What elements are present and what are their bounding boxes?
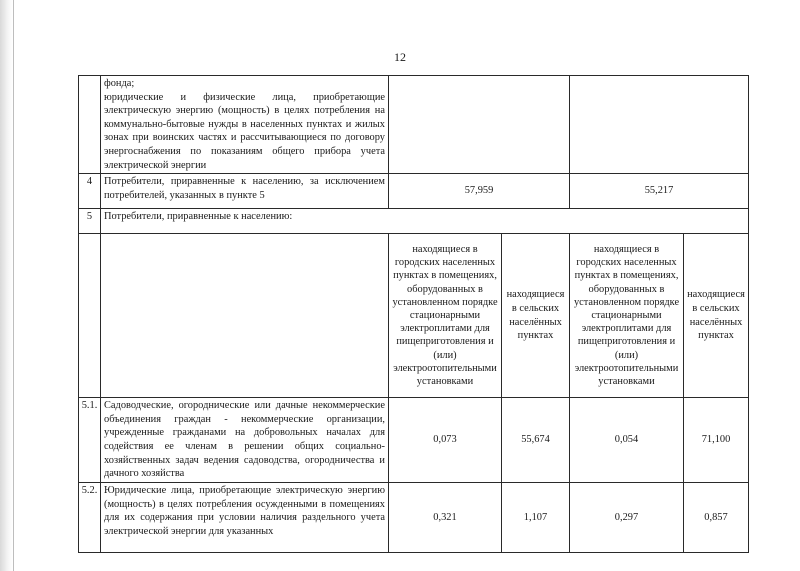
column-header-urban: находящиеся в городских населенных пунктах в помещениях, оборудованных в установленном порядке стационарными электроплитами для пищеприготовления и (или) электроотопительными установками xyxy=(389,234,502,398)
row-number-cell xyxy=(79,76,101,174)
tariff-value: 55,674 xyxy=(502,398,570,483)
row-description-cell xyxy=(101,76,389,174)
row-description-cell xyxy=(101,234,389,398)
scan-page-edge xyxy=(0,0,14,571)
tariff-value: 0,054 xyxy=(570,398,684,483)
row-number-cell xyxy=(79,234,101,398)
tariff-value: 0,297 xyxy=(570,483,684,553)
tariff-table xyxy=(78,75,749,553)
tariff-value: 1,107 xyxy=(502,483,570,553)
row-number: 4 xyxy=(79,174,101,209)
row-number: 5 xyxy=(79,209,101,234)
row-number: 5.1. xyxy=(79,398,101,483)
tariff-value: 0,073 xyxy=(389,398,502,483)
row-description: Потребители, приравненные к населению, за исключением потребителей, указанных в пункте 5 xyxy=(101,174,389,209)
table-row-5-1 xyxy=(79,398,749,483)
page-number: 12 xyxy=(394,50,406,64)
table-row-4 xyxy=(79,174,749,209)
column-header-urban: находящиеся в городских населенных пунктах в помещениях, оборудованных в установленном порядке стационарными электроплитами для пищеприготовления и (или) электроотопительными установками xyxy=(570,234,684,398)
tariff-value: 0,857 xyxy=(684,483,749,553)
tariff-value: 71,100 xyxy=(684,398,749,483)
row-number: 5.2. xyxy=(79,483,101,553)
value-cell-empty xyxy=(389,76,570,174)
column-header-rural: находящиеся в сельских населённых пунктах xyxy=(502,234,570,398)
row-description: Садоводческие, огороднические или дачные некоммерческие объединения граждан - некоммерческие организации, учрежденные гражданами на добровольных началах для содействия ее членам в решении общих социально-хозяйственных задач ведения садоводства, огородничества и дачного хозяйства xyxy=(101,398,389,483)
row-description: Юридические лица, приобретающие электрическую энергию (мощность) в целях потребления осужденными в помещениях для их содержания при условии наличия раздельного учета электрической энергии для указанных xyxy=(101,483,389,553)
row-description: Потребители, приравненные к населению: xyxy=(101,209,749,234)
subheader-row xyxy=(79,234,749,398)
tariff-value: 0,321 xyxy=(389,483,502,553)
tariff-value: 57,959 xyxy=(389,174,570,209)
table-row-5 xyxy=(79,209,749,234)
table-row-continued xyxy=(79,76,749,174)
continued-text-line: фонда; xyxy=(104,78,135,89)
tariff-value: 55,217 xyxy=(570,174,749,209)
column-header-rural: находящиеся в сельских населённых пунктах xyxy=(684,234,749,398)
value-cell-empty xyxy=(570,76,749,174)
table-row-5-2 xyxy=(79,483,749,553)
continued-text-line: юридические и физические лица, приобретающие электрическую энергию (мощность) в целях потребления на коммунально-бытовые нужды в населенных пунктах и жилых зонах при воинских частях и рассчитывающиеся по договору энергоснабжения по показаниям общего прибора учета электрической энергии xyxy=(104,91,385,171)
